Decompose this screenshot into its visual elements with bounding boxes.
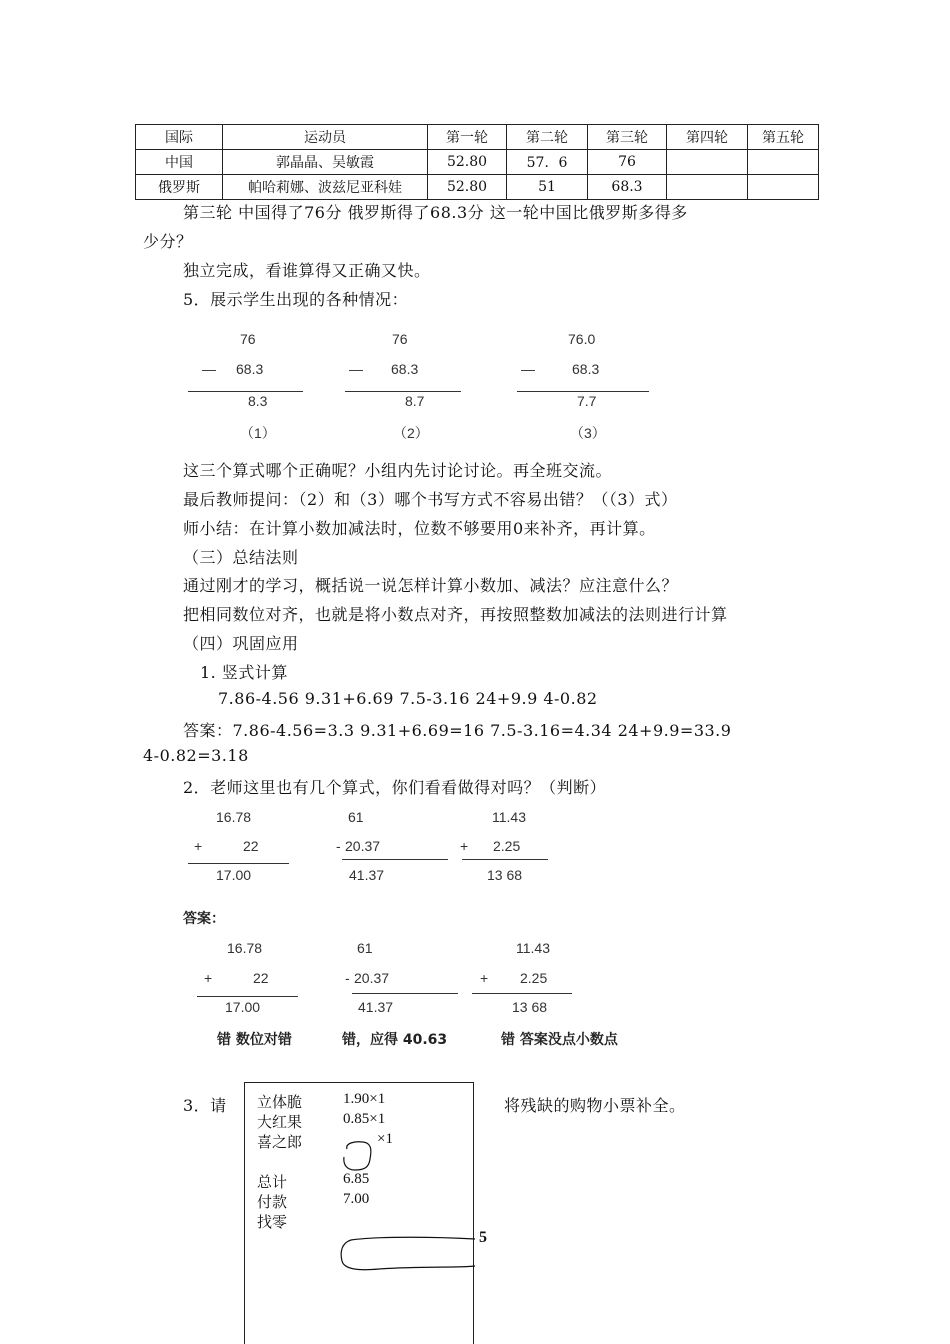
exercise-title: 1. 竖式计算	[200, 663, 288, 682]
calc-result: 7.7	[577, 393, 597, 409]
plus-sign: +	[204, 970, 213, 986]
calc-top: 16.78	[227, 940, 263, 956]
calc-label: （3）	[570, 425, 606, 441]
calc-result: 41.37	[349, 867, 385, 883]
receipt-change-label: 找零	[257, 1215, 288, 1231]
paragraph: 最后教师提问：（2）和（3）哪个书写方式不容易出错？（（3）式）	[183, 490, 678, 509]
plus-sign: +	[194, 838, 203, 854]
calc-line	[352, 993, 458, 994]
table-cell	[748, 150, 819, 175]
calc-top: 76	[240, 331, 256, 347]
table-cell	[667, 175, 748, 200]
table-header: 运动员	[223, 125, 428, 150]
calc-result: 8.3	[248, 393, 268, 409]
table-header: 国际	[136, 125, 223, 150]
table-header: 第二轮	[507, 125, 588, 150]
calc-bottom: 68.3	[572, 361, 600, 377]
answer-label: 答案：	[183, 911, 225, 927]
table-header-row	[136, 125, 819, 150]
table-cell: 52.80	[428, 175, 507, 200]
calc-result: 41.37	[358, 999, 394, 1015]
calc-bottom: 20.37	[345, 838, 381, 854]
minus-sign: -	[336, 838, 341, 854]
calc-line	[472, 993, 572, 994]
answer-line: 4-0.82=3.18	[143, 746, 249, 765]
score-table	[135, 124, 819, 200]
paragraph: 独立完成，看谁算得又正确又快。	[183, 261, 431, 280]
minus-sign: —	[521, 361, 535, 377]
question-line: 少分？	[143, 232, 193, 251]
minus-sign: —	[349, 361, 363, 377]
calc-top: 76	[392, 331, 408, 347]
calc-bottom: 2.25	[520, 970, 548, 986]
table-cell: 68.3	[588, 175, 667, 200]
receipt-paid-value: 7.00	[343, 1191, 370, 1207]
calc-line	[188, 391, 303, 392]
calc-result: 8.7	[405, 393, 425, 409]
paragraph: 这三个算式哪个正确呢？小组内先讨论讨论。再全班交流。	[183, 461, 613, 480]
missing-change-blank	[339, 1235, 479, 1275]
minus-sign: —	[202, 361, 216, 377]
calc-top: 11.43	[492, 809, 526, 825]
question-prefix: 3．请	[183, 1096, 227, 1115]
calc-result: 13 68	[512, 999, 548, 1015]
calc-label: （2）	[393, 425, 429, 441]
calc-top: 16.78	[216, 809, 252, 825]
question-suffix: 将残缺的购物小票补全。	[504, 1096, 686, 1115]
verdict-3: 错 答案没点小数点	[501, 1032, 618, 1048]
calc-label: （1）	[240, 425, 276, 441]
paragraph: 把相同数位对齐，也就是将小数点对齐，再按照整数加减法的法则进行计算	[183, 605, 728, 624]
section-heading: （四）巩固应用	[183, 634, 299, 653]
calc-line	[188, 863, 289, 864]
table-cell: 76	[588, 150, 667, 175]
table-header: 第四轮	[667, 125, 748, 150]
paragraph: 通过刚才的学习，概括说一说怎样计算小数加、减法？应注意什么？	[183, 576, 679, 595]
calc-line	[517, 391, 649, 392]
table-cell: 52.80	[428, 150, 507, 175]
receipt-item-name: 大红果	[257, 1115, 303, 1131]
paragraph: 5．展示学生出现的各种情况：	[183, 290, 409, 309]
calc-line	[197, 996, 298, 997]
calc-bottom: 68.3	[391, 361, 419, 377]
table-cell: 中国	[136, 150, 223, 175]
receipt-paid-label: 付款	[257, 1195, 288, 1211]
paragraph: 师小结：在计算小数加减法时，位数不够要用0来补齐，再计算。	[183, 519, 656, 538]
receipt-item-value: 1.90×1	[343, 1091, 386, 1107]
calc-top: 61	[357, 940, 373, 956]
plus-sign: +	[460, 838, 469, 854]
missing-price-blank	[341, 1139, 375, 1175]
section-heading: （三）总结法则	[183, 548, 299, 567]
calc-line	[462, 859, 548, 860]
receipt-item-value: 0.85×1	[343, 1111, 386, 1127]
verdict-1: 错 数位对错	[217, 1032, 292, 1048]
calc-top: 11.43	[516, 940, 550, 956]
calc-result: 17.00	[225, 999, 261, 1015]
table-cell	[667, 150, 748, 175]
receipt-item-name: 喜之郎	[257, 1135, 303, 1151]
calc-bottom: 20.37	[354, 970, 390, 986]
calc-top: 76.0	[568, 331, 596, 347]
shopping-receipt	[244, 1082, 474, 1344]
table-row	[136, 150, 819, 175]
calc-result: 17.00	[216, 867, 252, 883]
receipt-total-value: 6.85	[343, 1171, 370, 1187]
table-cell: 51	[507, 175, 588, 200]
receipt-item-value: ×1	[377, 1131, 393, 1147]
table-header: 第三轮	[588, 125, 667, 150]
table-cell: 俄罗斯	[136, 175, 223, 200]
answer-line: 答案：7.86-4.56=3.3 9.31+6.69=16 7.5-3.16=4.34 24+9.9=33.9	[183, 721, 732, 740]
exercise-items: 7.86-4.56 9.31+6.69 7.5-3.16 24+9.9 4-0.82	[218, 689, 598, 708]
receipt-total-label: 总计	[257, 1175, 288, 1191]
table-header: 第五轮	[748, 125, 819, 150]
calc-result: 13 68	[487, 867, 523, 883]
calc-line	[345, 391, 461, 392]
calc-bottom: 2.25	[493, 838, 521, 854]
calc-line	[342, 859, 448, 860]
calc-bottom: 22	[243, 838, 259, 854]
calc-bottom: 22	[253, 970, 269, 986]
plus-sign: +	[480, 970, 489, 986]
receipt-item-name: 立体脆	[257, 1095, 303, 1111]
calc-top: 61	[348, 809, 364, 825]
table-cell: 郭晶晶、吴敏霞	[223, 150, 428, 175]
table-row	[136, 175, 819, 200]
calc-bottom: 68.3	[236, 361, 264, 377]
minus-sign: -	[345, 970, 350, 986]
table-cell: 帕哈莉娜、波兹尼亚科娃	[223, 175, 428, 200]
table-cell	[748, 175, 819, 200]
page-mark: 5	[479, 1229, 487, 1246]
table-cell: 57．6	[507, 150, 588, 175]
exercise-title: 2．老师这里也有几个算式，你们看看做得对吗？（判断）	[183, 778, 607, 797]
verdict-2: 错，应得 40.63	[342, 1032, 448, 1048]
table-header: 第一轮	[428, 125, 507, 150]
question-line: 第三轮 中国得了76分 俄罗斯得了68.3分 这一轮中国比俄罗斯多得多	[183, 203, 688, 222]
